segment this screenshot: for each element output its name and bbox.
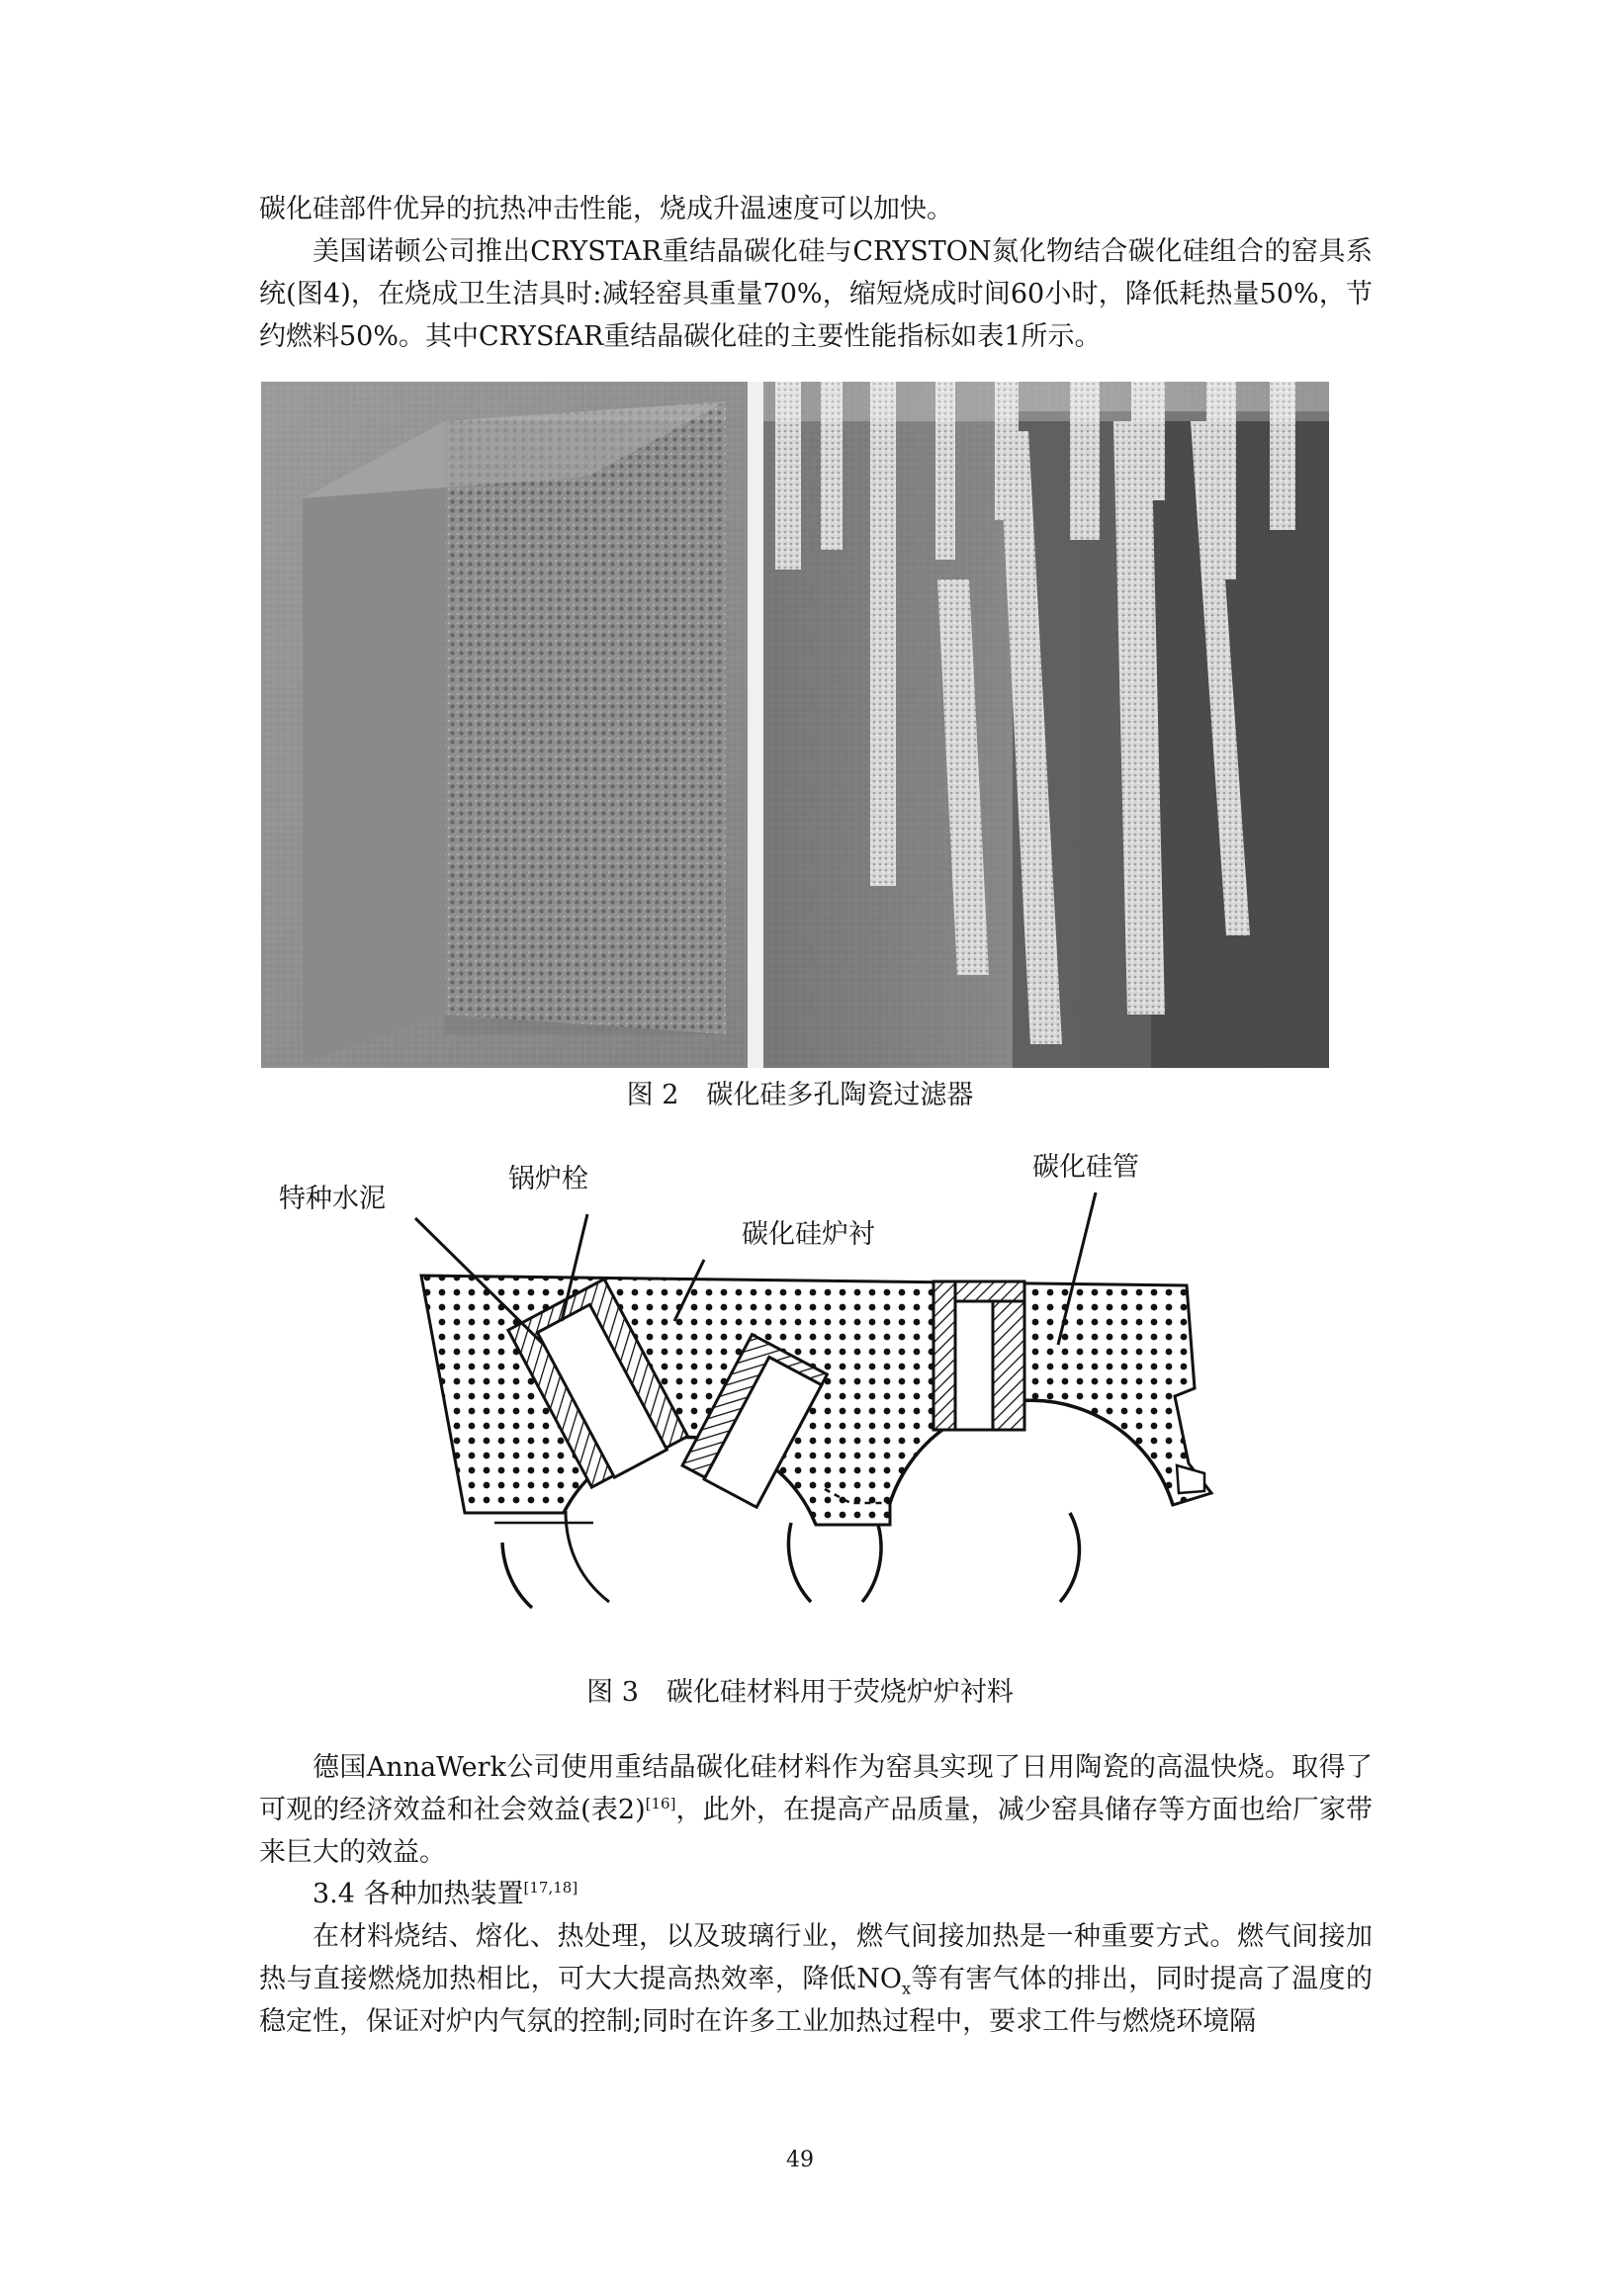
figure-2-photo <box>261 382 1329 1068</box>
citation-16: [16] <box>645 1795 676 1812</box>
sic-tube-right <box>933 1281 1024 1430</box>
paragraph-4-text-a: 在材料烧结、熔化、热处理，以及玻璃行业，燃气间接加热是一种重要方式。燃气间接加热与直接燃烧加热相比，可大大提高热效率，降低NO <box>259 1921 1373 1994</box>
figure-2-caption <box>0 1078 1600 1113</box>
label-sic-tube: 碳化硅管 <box>1032 1152 1139 1183</box>
label-boiler-bolt: 锅炉栓 <box>508 1164 588 1194</box>
figure-3-number: 图 3 <box>586 1677 639 1708</box>
figure-3-title: 碳化硅材料用于荧烧炉炉衬料 <box>666 1677 1014 1708</box>
figure-3-caption <box>0 1675 1600 1711</box>
nox-subscript: x <box>902 1979 912 1998</box>
figure-2-number: 图 2 <box>626 1080 679 1110</box>
page-number: 49 <box>786 2148 814 2172</box>
paragraph-4 <box>259 1915 1373 2043</box>
paragraph-3-text-a: 德国AnnaWerk公司使用重结晶碳化硅材料作为窑具实现了日用陶瓷的高温快烧。取得了可观的经济效益和社会效益(表2) <box>259 1752 1373 1825</box>
paragraph-4-text-b: 等有害气体的排出，同时提高了温度的稳定性，保证对炉内气氛的控制;同时在许多工业加热过程中，要求工件与燃烧环境隔 <box>259 1964 1373 2037</box>
section-heading <box>312 1873 578 1915</box>
section-citation: [17,18] <box>523 1879 578 1897</box>
furnace-lining-drawing <box>257 1137 1246 1651</box>
paragraph-1: 碳化硅部件优异的抗热冲击性能，烧成升温速度可以加快。 <box>259 194 953 224</box>
label-special-cement: 特种水泥 <box>279 1184 386 1214</box>
label-sic-lining: 碳化硅炉衬 <box>742 1219 875 1250</box>
paragraph-3 <box>259 1746 1373 1874</box>
figure-2-title: 碳化硅多孔陶瓷过滤器 <box>706 1080 974 1110</box>
figure-3-diagram <box>257 1137 1246 1651</box>
paragraph-2: 美国诺顿公司推出CRYSTAR重结晶碳化硅与CRYSTON氮化物结合碳化硅组合的窑具系统(图4)，在烧成卫生洁具时:减轻窑具重量70%，缩短烧成时间60小时，降低耗热量50%，节约燃料50%。其中CRYSfAR重结晶碳化硅的主要性能指标如表1所示。 <box>259 236 1373 352</box>
section-heading-text: 3.4 各种加热装置 <box>312 1879 524 1909</box>
paragraph-3-text-b: ，此外，在提高产品质量，减少窑具储存等方面也给厂家带来巨大的效益。 <box>259 1795 1374 1868</box>
